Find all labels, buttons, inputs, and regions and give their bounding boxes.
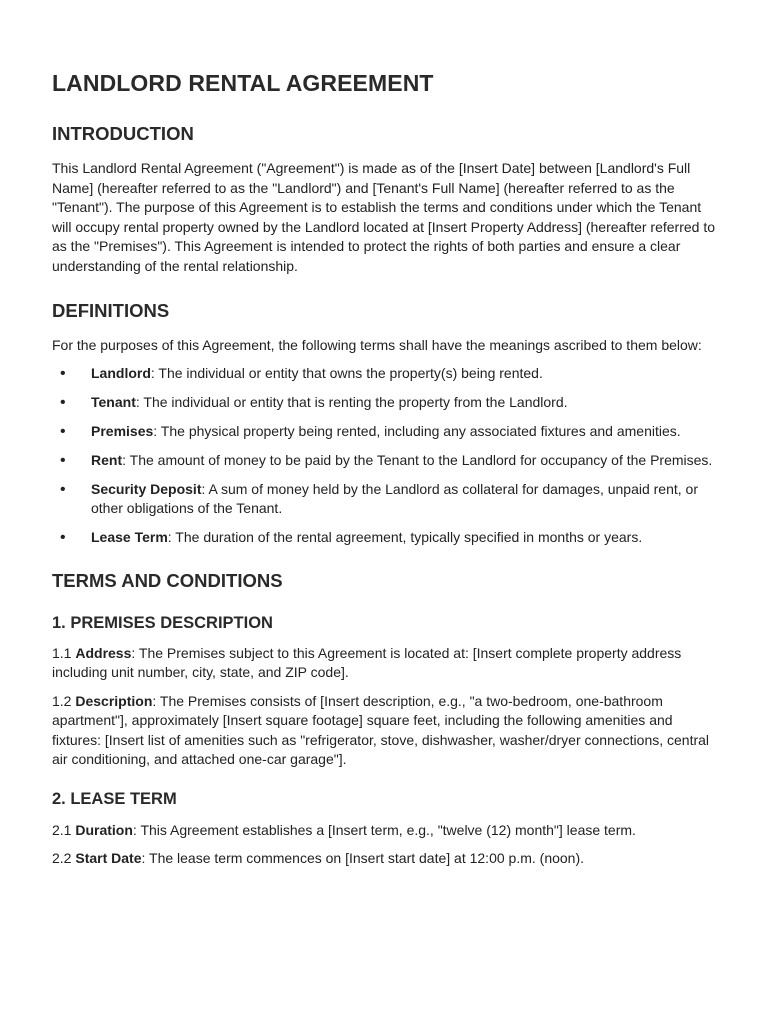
clause-number: 1.1 <box>52 644 76 661</box>
clause-2-1 <box>52 821 720 841</box>
clause-term: Duration <box>75 821 133 838</box>
definition-text: : The physical property being rented, including any associated fixtures and amenities. <box>153 422 681 439</box>
terms-heading: TERMS AND CONDITIONS <box>52 569 283 591</box>
bullet-icon: • <box>60 393 66 411</box>
definition-item-tenant <box>52 393 720 413</box>
bullet-icon: • <box>60 422 66 440</box>
clause-number: 2.1 <box>52 821 76 838</box>
definition-term: Rent <box>91 451 123 468</box>
document-page <box>52 70 720 878</box>
definition-text: : A sum of money held by the Landlord as collateral for damages, unpaid rent, or other obligations of the Tenant. <box>91 480 698 516</box>
definition-term: Premises <box>91 422 154 439</box>
clause-text: : The Premises consists of [Insert description, e.g., "a two-bedroom, one-bathroom apartment"], approximately [Insert square footage] square feet, including the following amenities and fixtures: [Insert list of amenities such as "refrigerator, stove, dishwasher, washer/dryer connections, central air conditioning, and attached one-car garage"]. <box>52 692 710 767</box>
lease-term-heading: 2. LEASE TERM <box>52 789 177 808</box>
definition-item-landlord <box>52 364 720 384</box>
bullet-icon: • <box>60 364 66 382</box>
bullet-icon: • <box>60 480 66 498</box>
definition-text: : The amount of money to be paid by the Tenant to the Landlord for occupancy of the Premises. <box>122 451 713 468</box>
premises-heading: 1. PREMISES DESCRIPTION <box>52 613 273 632</box>
definition-item-premises <box>52 422 720 442</box>
definition-item-rent <box>52 451 720 471</box>
definition-item-lease-term <box>52 528 720 548</box>
clause-number: 2.2 <box>52 850 76 866</box>
definition-term: Lease Term <box>91 529 168 545</box>
clause-text: : The lease term commences on [Insert start date] at 12:00 p.m. (noon). <box>141 850 585 866</box>
clause-text: : The Premises subject to this Agreement is located at: [Insert complete property address including unit number, city, state, and ZIP code]. <box>52 644 682 680</box>
definition-term: Security Deposit <box>91 480 202 497</box>
definition-item-security-deposit <box>52 480 720 519</box>
definition-text: : The duration of the rental agreement, typically specified in months or years. <box>167 529 643 545</box>
bullet-icon: • <box>60 451 66 469</box>
clause-term: Start Date <box>75 850 142 866</box>
clause-1-1 <box>52 644 720 683</box>
bullet-icon: • <box>60 529 66 546</box>
definitions-heading: DEFINITIONS <box>52 300 170 321</box>
clause-term: Description <box>75 692 153 709</box>
definition-text: : The individual or entity that owns the property(s) being rented. <box>150 364 543 381</box>
definition-text: : The individual or entity that is renting the property from the Landlord. <box>135 393 568 410</box>
clause-2-2 <box>52 849 720 869</box>
definition-term: Landlord <box>91 364 151 381</box>
document-title: LANDLORD RENTAL AGREEMENT <box>52 70 434 96</box>
definitions-list <box>52 364 720 548</box>
clause-1-2 <box>52 692 720 770</box>
definition-term: Tenant <box>91 393 136 410</box>
introduction-heading: INTRODUCTION <box>52 123 194 144</box>
introduction-paragraph: This Landlord Rental Agreement ("Agreement") is made as of the [Insert Date] between [Landlord's Full Name] (hereafter referred to as the "Landlord") and [Tenant's Full Name] (hereafter referred to as the "Tenant"). The purpose of this Agreement is to establish the terms and conditions under which the Tenant will occupy rental property owned by the Landlord located at [Insert Property Address] (hereafter referred to as the "Premises"). This Agreement is intended to protect the rights of both parties and ensure a clear understanding of the rental relationship. <box>52 160 716 274</box>
clause-term: Address <box>75 644 132 661</box>
clause-number: 1.2 <box>52 692 76 709</box>
clause-text: : This Agreement establishes a [Insert term, e.g., "twelve (12) month"] lease term. <box>132 821 636 838</box>
definitions-lead: For the purposes of this Agreement, the following terms shall have the meanings ascribed to them below: <box>52 337 702 353</box>
